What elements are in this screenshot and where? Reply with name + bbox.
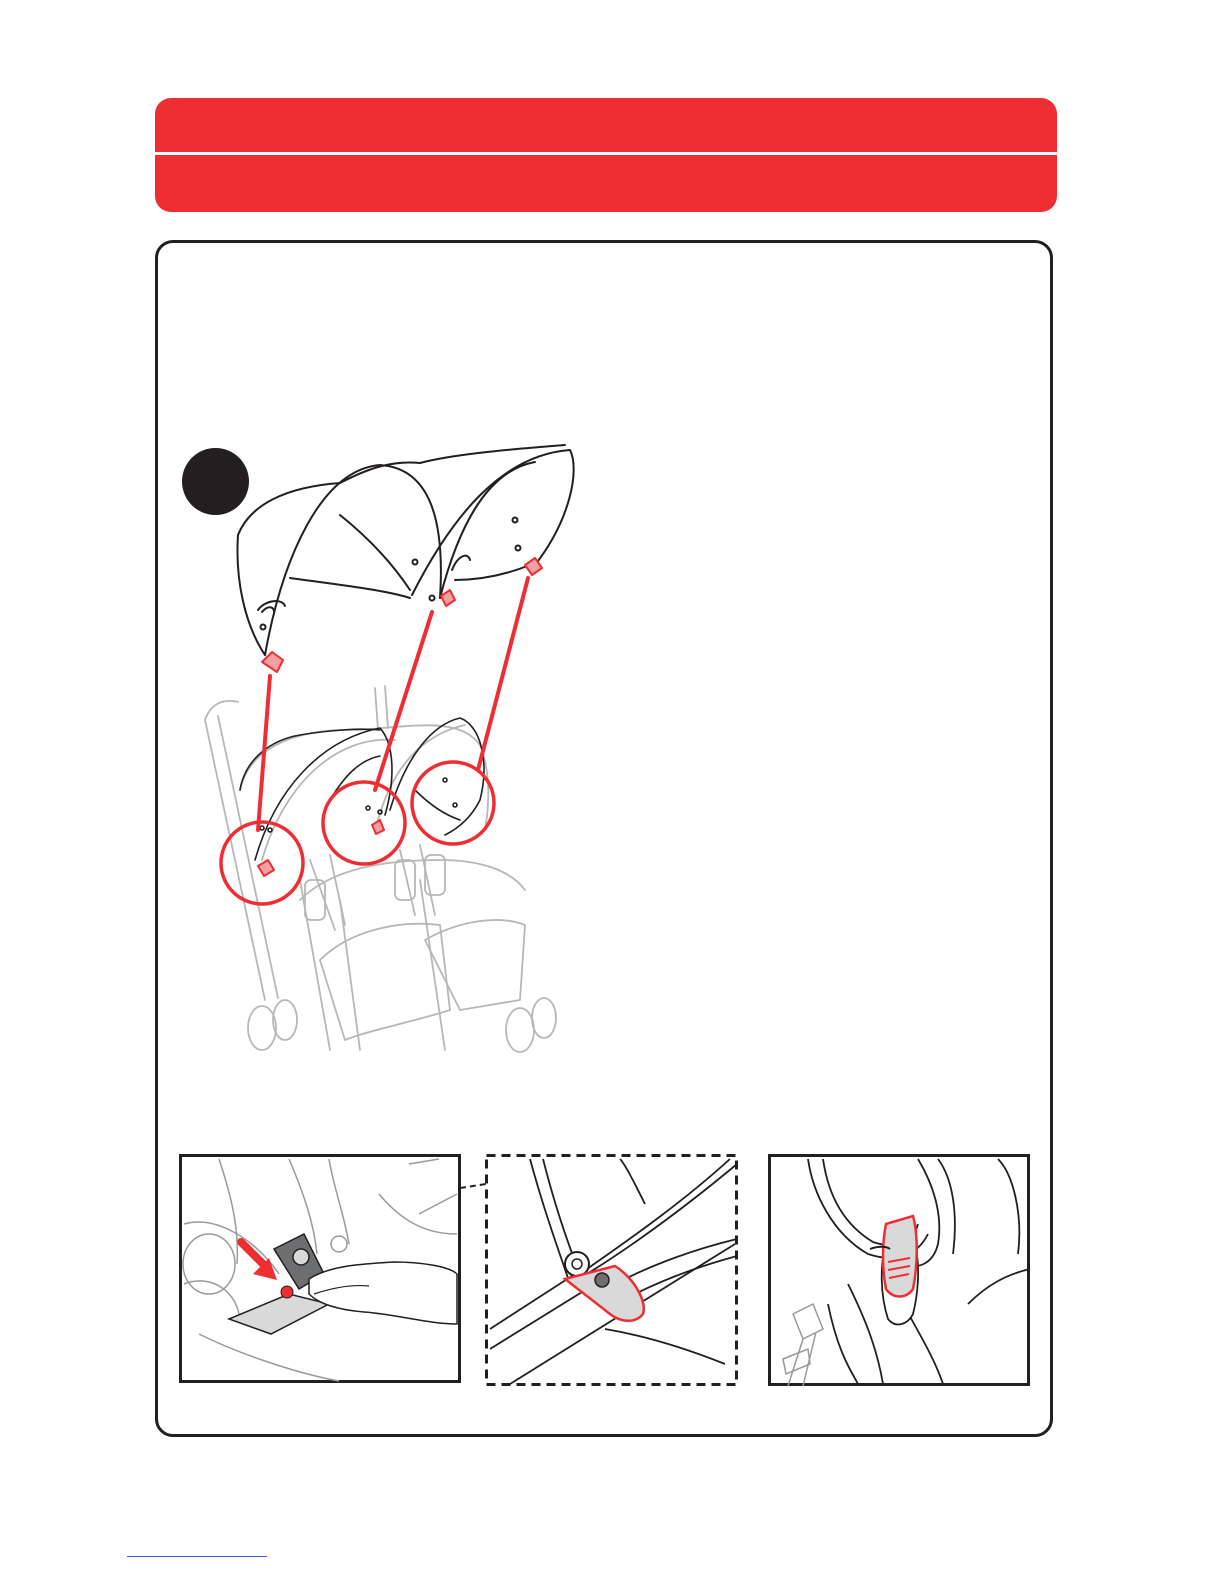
stroller-frame — [205, 686, 556, 1052]
inserted-clip — [883, 1216, 917, 1297]
detail-panel-press-clip — [179, 1154, 461, 1383]
footer-underline — [127, 1556, 267, 1557]
highlight-circle-middle — [323, 782, 405, 864]
detail-connector — [458, 1180, 488, 1192]
stroller-canopy-frame — [240, 718, 484, 860]
detail-panel-clip-inserted — [768, 1154, 1030, 1386]
highlight-circle-right — [412, 762, 494, 844]
detail-panel-hinge-clip — [485, 1154, 738, 1386]
release-button-dot — [281, 1286, 293, 1298]
detached-canopy — [237, 445, 573, 655]
canopy-clip-middle — [441, 590, 455, 606]
